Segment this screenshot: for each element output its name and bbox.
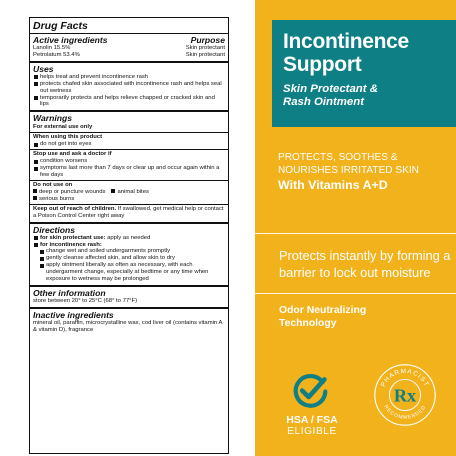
list-item: apply ointment liberally as often as necessary, with each undergarment change, especially at bedtime or any time when exposure to wetness may be prolonged [39,262,225,283]
bullet-icon [34,243,38,247]
headline-banner [272,20,456,127]
ingredient-purpose: Skin protectant [185,51,225,58]
list-item: animal bites [111,189,148,196]
bullet-icon [40,250,44,254]
claims-block [278,152,454,193]
ingredient-row [33,52,225,59]
do-not-use-title: Do not use on [33,181,73,188]
bullet-icon [34,167,38,171]
ingredient-name: Lanolin 15.5% [33,45,71,51]
divider [30,222,228,224]
list-item: do not get into eyes [33,141,225,148]
divider [255,233,456,234]
claim-line-2: NOURISHES IRRITATED SKIN [278,164,419,176]
ingredient-row [33,45,225,52]
list-item: deep or puncture wounds [33,189,105,196]
subheadline-line-2: Rash Ointment [283,96,365,108]
odor-claim [279,304,366,330]
check-circle-icon [292,373,329,410]
bullet-icon [33,196,37,200]
purpose-title: Purpose [190,35,225,45]
stop-use-title: Stop use and ask a doctor if [33,151,112,158]
bullet-icon [34,96,38,100]
active-ingredients-header [33,35,225,45]
divider [255,293,456,294]
active-ingredients-title: Active ingredients [33,35,108,45]
claim-line-1: PROTECTS, SOOTHES & [278,152,398,163]
headline-line-2: Support [283,53,362,76]
directions-title: Directions [33,224,76,235]
ingredient-name: Petrolatum 53.4% [33,51,80,58]
product-panel [255,0,456,456]
list-item: change wet and soiled undergarments promptly [39,248,225,255]
list-item: condition worsens [33,158,225,165]
incontinence-directions-list [33,248,225,283]
when-using-list [33,141,225,148]
list-item: for skin protectant use: apply as needed [33,235,225,242]
hsa-fsa-title: HSA / FSA [286,414,338,426]
hsa-fsa-label [277,414,347,438]
drug-facts-panel [29,17,229,454]
divider [30,132,228,133]
divider [30,180,228,181]
other-information-text: store between 20° to 25°C (68° to 77°F) [33,297,138,304]
pharmacist-seal-icon [373,363,437,427]
seal-center-text: Rx [393,385,417,406]
inactive-ingredients-title: Inactive ingredients [33,309,114,320]
odor-line-1: Odor Neutralizing [279,305,367,316]
divider [30,149,228,150]
odor-line-2: Technology [279,318,337,329]
bullet-icon [40,264,44,268]
divider [30,285,228,287]
divider [30,204,228,205]
list-item: symptoms last more than 7 days or clear up and occur again within a few days [33,165,225,179]
divider [30,33,228,34]
external-use-note: For external use only [33,124,93,131]
seal-top-text: PHARMACIST [379,367,431,389]
hsa-fsa-eligible: ELIGIBLE [287,426,337,437]
warnings-title: Warnings [33,113,72,124]
barrier-claim: Protects instantly by forming a barrier to lock out moisture [279,248,451,280]
inactive-ingredients-text: mineral oil, paraffin, microcrystalline wax, cod liver oil (contains vitamin A & vitamin D), fragrance [33,319,223,333]
bullet-icon [34,75,38,79]
keep-out-note: Keep out of reach of children. If swallowed, get medical help or contact a Poison Control Center right away [33,205,224,219]
divider [30,61,228,63]
bullet-icon [34,143,38,147]
divider [30,110,228,112]
other-information-title: Other information [33,287,106,298]
bullet-icon [33,189,37,193]
list-item: gently cleanse affected skin, and allow skin to dry [39,255,225,262]
do-not-use-row [33,189,225,196]
subheadline-line-1: Skin Protectant & [283,83,378,95]
when-using-title: When using this product [33,134,103,141]
list-item: serious burns [33,196,225,203]
headline-line-1: Incontinence [283,30,409,53]
divider [30,307,228,309]
directions-list [33,235,225,249]
uses-title: Uses [33,63,54,74]
vitamins-claim: With Vitamins A+D [278,178,388,192]
list-item: temporarily protects and helps relieve chapped or cracked skin and lips [33,95,225,109]
list-item: helps treat and prevent incontinence rash [33,74,225,81]
ingredient-purpose: Skin protectant [185,45,225,51]
bullet-icon [34,82,38,86]
seal-bottom-text: RECOMMENDED [382,404,428,421]
bullet-icon [40,257,44,261]
uses-list [33,74,225,109]
stop-use-list [33,158,225,179]
list-item: protects chafed skin associated with incontinence rash and helps seal out wetness [33,81,225,95]
drug-facts-title: Drug Facts [33,20,88,32]
list-item: for incontinence rash: [33,242,225,249]
bullet-icon [111,189,115,193]
bullet-icon [34,236,38,240]
svg-text:RECOMMENDED [382,404,427,421]
bullet-icon [34,160,38,164]
